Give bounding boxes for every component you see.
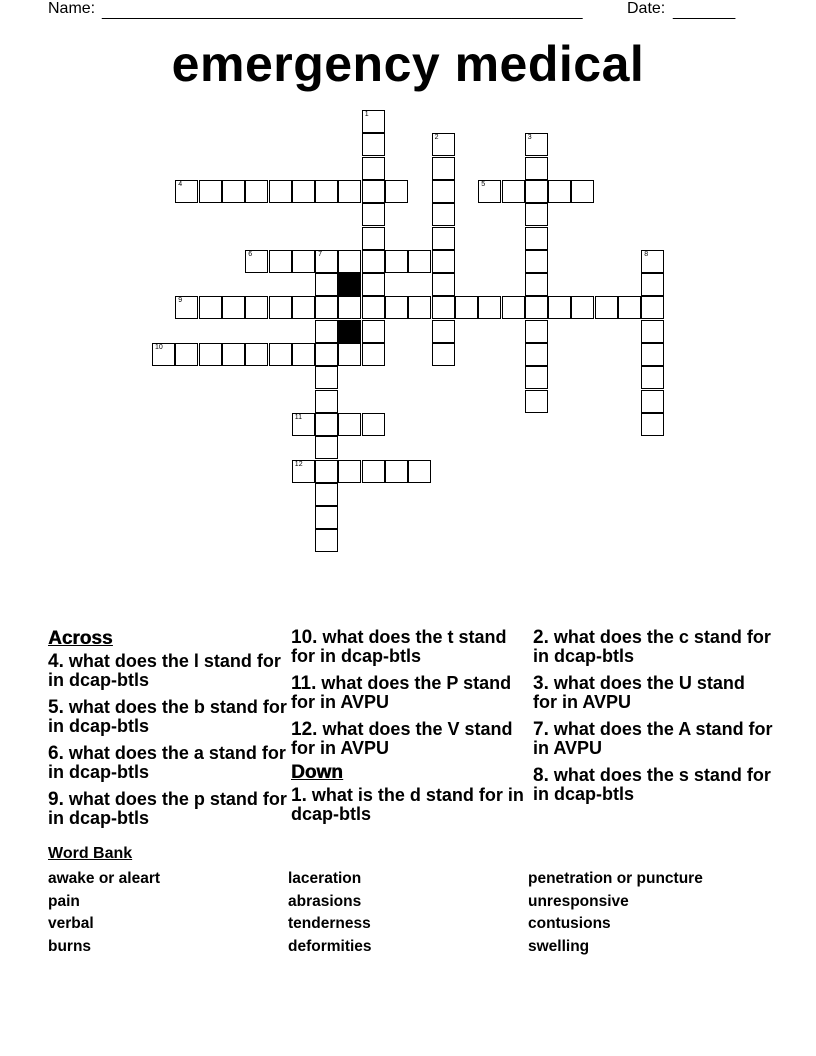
- grid-cell[interactable]: [525, 366, 548, 389]
- grid-cell[interactable]: [315, 529, 338, 552]
- word-bank-item: swelling: [528, 938, 590, 956]
- grid-cell[interactable]: [222, 180, 245, 203]
- clues-column-2: [291, 628, 531, 832]
- grid-cell[interactable]: [362, 110, 385, 133]
- clue-number: 10: [155, 344, 163, 351]
- grid-cell[interactable]: [641, 343, 664, 366]
- grid-cell[interactable]: [548, 180, 571, 203]
- grid-cell[interactable]: [362, 203, 385, 226]
- grid-cell[interactable]: [362, 133, 385, 156]
- date-label: Date:: [627, 0, 666, 17]
- grid-cell[interactable]: [199, 296, 222, 319]
- grid-cell[interactable]: [525, 273, 548, 296]
- grid-cell[interactable]: [408, 460, 431, 483]
- grid-cell[interactable]: [292, 250, 315, 273]
- word-bank-item: tenderness: [288, 915, 371, 933]
- grid-cell[interactable]: [525, 390, 548, 413]
- name-line: ______________________________________________________: [102, 3, 583, 20]
- grid-cell[interactable]: [245, 250, 268, 273]
- grid-cell[interactable]: [199, 180, 222, 203]
- grid-cell[interactable]: [338, 413, 361, 436]
- clue-down-2: 2. what does the c stand for in dcap-btls: [533, 627, 771, 666]
- grid-cell[interactable]: [432, 296, 455, 319]
- grid-cell[interactable]: [478, 296, 501, 319]
- grid-cell[interactable]: [432, 320, 455, 343]
- grid-cell[interactable]: [152, 343, 175, 366]
- clue-across-5: 5. what does the b stand for in dcap-btls: [48, 697, 287, 736]
- grid-cell[interactable]: [362, 250, 385, 273]
- grid-cell[interactable]: [641, 320, 664, 343]
- name-label: Name:: [48, 0, 96, 17]
- grid-cell[interactable]: [525, 320, 548, 343]
- clue-across-4: 4. what does the l stand for in dcap-btls: [48, 651, 281, 690]
- word-bank-title: Word Bank: [48, 845, 133, 862]
- grid-cell[interactable]: [385, 250, 408, 273]
- grid-cell[interactable]: [175, 180, 198, 203]
- grid-cell[interactable]: [478, 180, 501, 203]
- grid-cell[interactable]: [315, 413, 338, 436]
- clue-down-1: 1. what is the d stand for in dcap-btls: [291, 785, 524, 824]
- grid-cell[interactable]: [595, 296, 618, 319]
- grid-cell[interactable]: [315, 460, 338, 483]
- grid-cell[interactable]: [641, 366, 664, 389]
- word-bank-item: awake or aleart: [48, 870, 161, 887]
- grid-cell[interactable]: [432, 157, 455, 180]
- grid-cell[interactable]: [245, 343, 268, 366]
- clue-across-11: 11. what does the P stand for in AVPU: [291, 673, 512, 712]
- grid-cell[interactable]: [338, 343, 361, 366]
- clue-down-3: 3. what does the U stand for in AVPU: [533, 673, 745, 712]
- grid-cell[interactable]: [175, 296, 198, 319]
- grid-cell[interactable]: [571, 180, 594, 203]
- word-bank-item: pain: [48, 892, 80, 910]
- clue-across-9: 9. what does the p stand for in dcap-btls: [48, 789, 287, 828]
- clue-number: 1: [364, 111, 369, 118]
- grid-cell[interactable]: [269, 180, 292, 203]
- grid-cell[interactable]: [432, 343, 455, 366]
- grid-cell[interactable]: [432, 133, 455, 156]
- grid-cell[interactable]: [525, 180, 548, 203]
- word-bank-item: deformities: [288, 938, 372, 956]
- page-title: emergency medical: [171, 36, 645, 92]
- clue-number: 2: [434, 134, 439, 142]
- grid-cell[interactable]: [338, 180, 361, 203]
- clue-number: 12: [294, 460, 303, 468]
- grid-cell[interactable]: [525, 133, 548, 156]
- grid-cell[interactable]: [338, 250, 361, 273]
- date-line: _______: [673, 3, 736, 20]
- grid-cell[interactable]: [315, 250, 338, 273]
- word-bank-column-3: [528, 868, 758, 959]
- grid-cell[interactable]: [292, 296, 315, 319]
- grid-cell[interactable]: [641, 273, 664, 296]
- grid-cell[interactable]: [315, 436, 338, 459]
- grid-cell[interactable]: [432, 180, 455, 203]
- grid-cell[interactable]: [641, 250, 664, 273]
- across-heading: Across: [48, 628, 113, 649]
- grid-cell[interactable]: [222, 343, 245, 366]
- clue-down-8: 8. what does the s stand for in dcap-btls: [533, 765, 771, 804]
- grid-block: [338, 273, 361, 296]
- grid-cell[interactable]: [362, 157, 385, 180]
- grid-cell[interactable]: [175, 343, 198, 366]
- grid-cell[interactable]: [571, 296, 594, 319]
- grid-cell[interactable]: [338, 296, 361, 319]
- word-bank-item: verbal: [48, 915, 94, 933]
- word-bank-item: penetration or puncture: [528, 870, 703, 887]
- clue-down-7: 7. what does the A stand for in AVPU: [533, 719, 773, 758]
- word-bank-item: unresponsive: [528, 892, 629, 910]
- grid-cell[interactable]: [222, 296, 245, 319]
- grid-cell[interactable]: [525, 203, 548, 226]
- grid-cell[interactable]: [245, 296, 268, 319]
- grid-cell[interactable]: [338, 460, 361, 483]
- grid-cell[interactable]: [362, 180, 385, 203]
- grid-cell[interactable]: [315, 390, 338, 413]
- word-bank-column-2: [288, 868, 518, 959]
- grid-cell[interactable]: [362, 296, 385, 319]
- grid-cell[interactable]: [525, 227, 548, 250]
- clue-number: 5: [481, 180, 486, 188]
- clue-number: 7: [318, 250, 322, 258]
- clue-number: 8: [644, 250, 649, 258]
- grid-cell[interactable]: [269, 250, 292, 273]
- grid-cell[interactable]: [502, 180, 525, 203]
- grid-cell[interactable]: [432, 203, 455, 226]
- grid-cell[interactable]: [315, 296, 338, 319]
- word-bank-item: burns: [48, 938, 92, 956]
- clues-column-3: [533, 628, 773, 812]
- grid-block: [338, 320, 361, 343]
- grid-cell[interactable]: [362, 273, 385, 296]
- grid-cell[interactable]: [245, 180, 268, 203]
- grid-cell[interactable]: [641, 296, 664, 319]
- clues-column-1: [48, 628, 288, 836]
- grid-cell[interactable]: [315, 366, 338, 389]
- clue-across-6: 6. what does the a stand for in dcap-btls: [48, 743, 286, 782]
- clue-number: 11: [294, 413, 303, 421]
- grid-cell[interactable]: [362, 343, 385, 366]
- grid-cell[interactable]: [362, 320, 385, 343]
- grid-cell[interactable]: [641, 390, 664, 413]
- grid-cell[interactable]: [385, 296, 408, 319]
- clue-number: 6: [248, 250, 253, 258]
- grid-cell[interactable]: [408, 250, 431, 273]
- grid-cell[interactable]: [385, 460, 408, 483]
- clue-across-10: 10. what does the t stand for in dcap-btls: [291, 627, 507, 666]
- grid-cell[interactable]: [269, 296, 292, 319]
- grid-cell[interactable]: [315, 506, 338, 529]
- clue-number: 9: [178, 297, 183, 305]
- word-bank-item: laceration: [288, 870, 362, 887]
- grid-cell[interactable]: [385, 180, 408, 203]
- grid-cell[interactable]: [525, 250, 548, 273]
- grid-cell[interactable]: [618, 296, 641, 319]
- grid-cell[interactable]: [292, 343, 315, 366]
- grid-cell[interactable]: [432, 250, 455, 273]
- clue-across-12: 12. what does the V stand for in AVPU: [291, 719, 513, 758]
- grid-cell[interactable]: [641, 413, 664, 436]
- grid-cell[interactable]: [292, 460, 315, 483]
- grid-cell[interactable]: [362, 460, 385, 483]
- grid-cell[interactable]: [362, 413, 385, 436]
- grid-cell[interactable]: [525, 343, 548, 366]
- grid-cell[interactable]: [525, 296, 548, 319]
- grid-cell[interactable]: [502, 296, 525, 319]
- grid-cell[interactable]: [292, 180, 315, 203]
- grid-cell[interactable]: [408, 296, 431, 319]
- clue-number: 3: [527, 134, 532, 142]
- grid-cell[interactable]: [292, 413, 315, 436]
- grid-cell[interactable]: [362, 227, 385, 250]
- grid-cell[interactable]: [315, 180, 338, 203]
- grid-cell[interactable]: [315, 273, 338, 296]
- grid-cell[interactable]: [432, 273, 455, 296]
- grid-cell[interactable]: [315, 483, 338, 506]
- word-bank-column-1: [48, 868, 278, 959]
- grid-cell[interactable]: [548, 296, 571, 319]
- grid-cell[interactable]: [455, 296, 478, 319]
- clue-number: 4: [178, 180, 183, 188]
- word-bank-item: abrasions: [288, 892, 362, 910]
- grid-cell[interactable]: [269, 343, 292, 366]
- grid-cell[interactable]: [432, 227, 455, 250]
- grid-cell[interactable]: [525, 157, 548, 180]
- word-bank-item: contusions: [528, 915, 611, 933]
- grid-cell[interactable]: [315, 320, 338, 343]
- grid-cell[interactable]: [199, 343, 222, 366]
- down-heading: Down: [291, 762, 343, 783]
- grid-cell[interactable]: [315, 343, 338, 366]
